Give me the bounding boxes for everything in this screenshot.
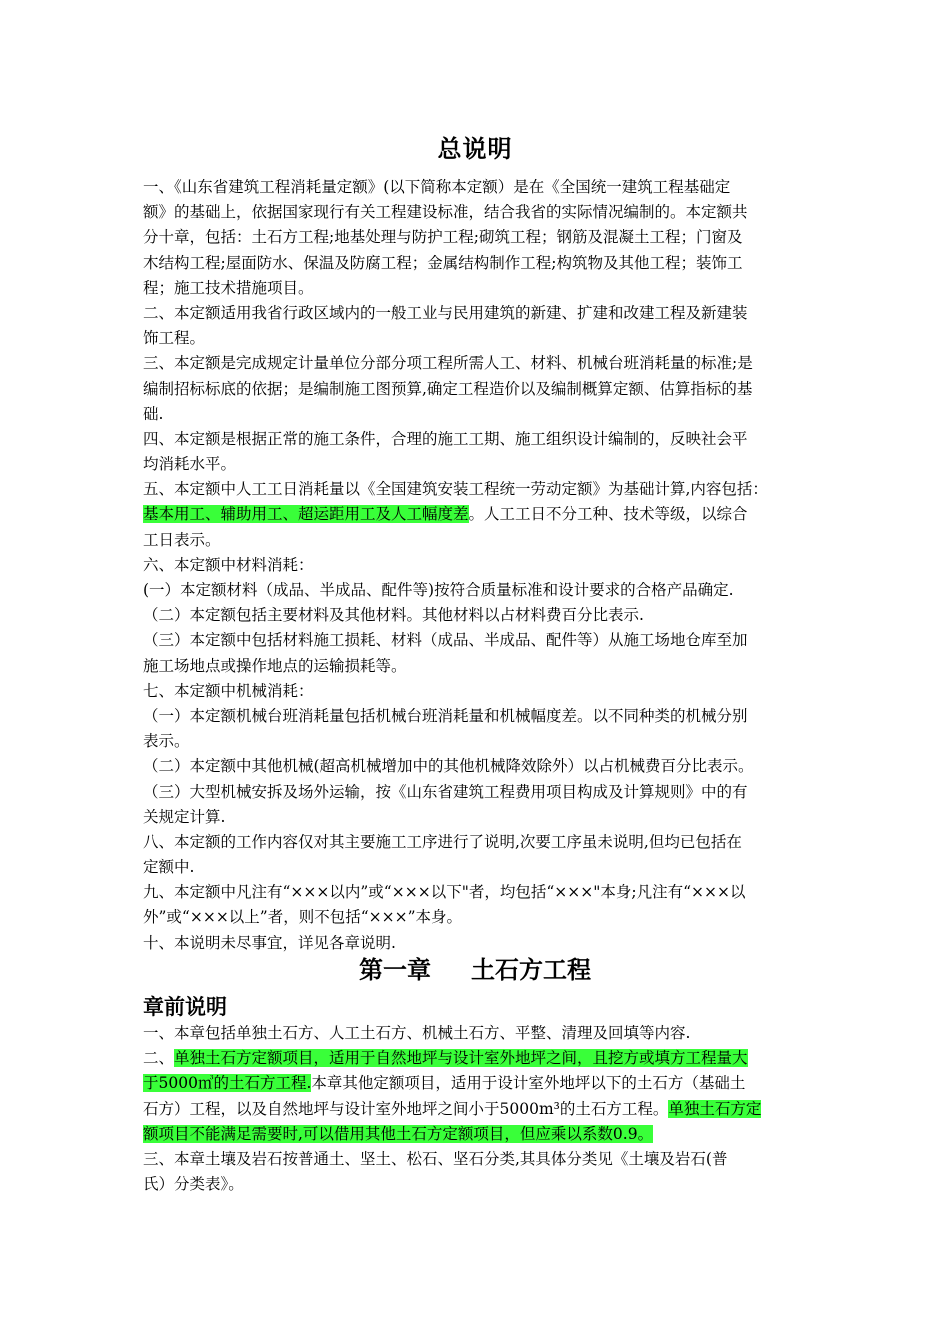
text-line: 定额中. bbox=[143, 858, 195, 877]
text-line: 木结构工程;屋面防水、保温及防腐工程；金属结构制作工程;构筑物及其他工程；装饰工 bbox=[143, 253, 743, 272]
text-line: 工日表示。 bbox=[143, 530, 221, 549]
text-line: 氏）分类表》。 bbox=[143, 1175, 244, 1194]
text-run: 。人工工日不分工种、技术等级，以综合 bbox=[468, 505, 748, 524]
text-line: 八、本定额的工作内容仅对其主要施工工序进行了说明,次要工序虽未说明,但均已包括在 bbox=[143, 832, 742, 851]
chapter-number: 第一章 bbox=[359, 956, 431, 984]
chapter-title bbox=[0, 953, 950, 987]
highlighted-text: 单独土石方定 bbox=[668, 1099, 762, 1118]
text-line: (一）本定额材料（成品、半成品、配件等)按符合质量标准和设计要求的合格产品确定. bbox=[143, 581, 734, 599]
highlighted-text: 单独土石方定额项目，适用于自然地坪与设计室外地坪之间，且挖方或填方工程量大 bbox=[174, 1049, 748, 1068]
general-notes bbox=[143, 175, 823, 956]
text-line: 一、《山东省建筑工程消耗量定额》(以下简称本定额）是在《全国统一建筑工程基础定 bbox=[143, 178, 731, 196]
text-line: 四、本定额是根据正常的施工条件，合理的施工工期、施工组织设计编制的，反映社会平 bbox=[143, 429, 748, 448]
text-line: 关规定计算. bbox=[143, 807, 226, 826]
text-line: 外”或“×××以上”者，则不包括“×××”本身。 bbox=[143, 908, 463, 927]
text-line: 分十章，包括：土石方工程;地基处理与防护工程;砌筑工程；钢筋及混凝土工程；门窗及 bbox=[143, 228, 743, 247]
highlighted-text: 基本用工、辅助用工、超运距用工及人工幅度差 bbox=[143, 505, 469, 524]
text-line: 三、本章土壤及岩石按普通土、坚土、松石、坚石分类,其具体分类见《土壤及岩石(普 bbox=[143, 1149, 728, 1168]
text-line: 六、本定额中材料消耗： bbox=[143, 555, 314, 574]
text-line: （三）大型机械安拆及场外运输，按《山东省建筑工程费用项目构成及计算规则》中的有 bbox=[143, 782, 748, 801]
text-line: 一、本章包括单独土石方、人工土石方、机械土石方、平整、清理及回填等内容. bbox=[143, 1024, 691, 1042]
text-line bbox=[143, 1122, 823, 1147]
text-line: 程；施工技术措施项目。 bbox=[143, 278, 314, 297]
highlighted-text: 额项目不能满足需要时,可以借用其他土石方定额项目，但应乘以系数0.9。 bbox=[143, 1124, 654, 1143]
text-run: 石方）工程，以及自然地坪与设计室外地坪之间小于5000m³的土石方工程。 bbox=[143, 1099, 669, 1118]
text-line: 施工场地点或操作地点的运输损耗等。 bbox=[143, 656, 407, 675]
text-line: 饰工程。 bbox=[143, 329, 206, 348]
text-line: 表示。 bbox=[143, 732, 190, 751]
chapter-notes bbox=[143, 1021, 823, 1197]
text-line: 编制招标标底的依据；是编制施工图预算,确定工程造价以及编制概算定额、估算指标的基 bbox=[143, 379, 753, 398]
text-line bbox=[143, 1071, 823, 1096]
text-line: （二）本定额包括主要材料及其他材料。其他材料以占材料费百分比表示. bbox=[143, 606, 644, 625]
chapter-name: 土石方工程 bbox=[471, 956, 591, 984]
text-line: （三）本定额中包括材料施工损耗、材料（成品、半成品、配件等）从施工场地仓库至加 bbox=[143, 631, 748, 650]
text-line: （一）本定额机械台班消耗量包括机械台班消耗量和机械幅度差。以不同种类的机械分别 bbox=[143, 706, 748, 725]
page-title: 总说明 bbox=[437, 135, 513, 163]
text-line bbox=[143, 502, 823, 527]
section-title: 章前说明 bbox=[143, 995, 227, 1019]
text-run: 本章其他定额项目，适用于设计室外地坪以下的土石方（基础土 bbox=[311, 1074, 746, 1093]
text-line: 五、本定额中人工工日消耗量以《全国建筑安装工程统一劳动定额》为基础计算,内容包括： bbox=[143, 480, 768, 499]
text-line: 九、本定额中凡注有“×××以内”或“×××以下"者，均包括“×××"本身;凡注有“×××以 bbox=[143, 883, 746, 902]
text-line: 均消耗水平。 bbox=[143, 455, 237, 474]
text-line: 础. bbox=[143, 404, 164, 423]
text-line: 二、本定额适用我省行政区域内的一般工业与民用建筑的新建、扩建和改建工程及新建装 bbox=[143, 303, 748, 322]
text-run: 二、 bbox=[143, 1049, 175, 1068]
text-line: （二）本定额中其他机械(超高机械增加中的其他机械降效除外）以占机械费百分比表示。 bbox=[143, 757, 754, 776]
text-line: 七、本定额中机械消耗： bbox=[143, 681, 314, 700]
text-line bbox=[143, 1097, 823, 1122]
text-line: 三、本定额是完成规定计量单位分部分项工程所需人工、材料、机械台班消耗量的标准;是 bbox=[143, 354, 753, 373]
highlighted-text: 于5000㎥的土石方工程. bbox=[143, 1074, 312, 1093]
text-line: 十、本说明未尽事宜，详见各章说明. bbox=[143, 933, 396, 952]
text-line bbox=[143, 1046, 823, 1071]
text-line: 额》的基础上，依据国家现行有关工程建设标准，结合我省的实际情况编制的。本定额共 bbox=[143, 203, 748, 222]
